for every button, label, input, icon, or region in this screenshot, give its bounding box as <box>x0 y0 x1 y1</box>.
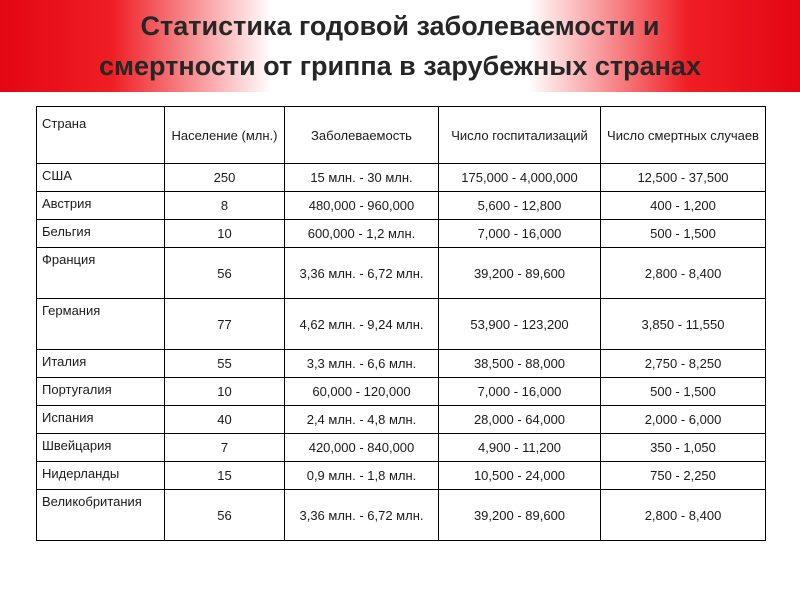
cell-incidence: 480,000 - 960,000 <box>285 192 439 220</box>
cell-country: Австрия <box>37 192 165 220</box>
cell-incidence: 3,36 млн. - 6,72 млн. <box>285 248 439 299</box>
flu-statistics-table <box>36 106 766 541</box>
table-row <box>37 490 766 541</box>
cell-incidence: 2,4 млн. - 4,8 млн. <box>285 406 439 434</box>
cell-incidence: 15 млн. - 30 млн. <box>285 164 439 192</box>
table-row <box>37 434 766 462</box>
page-title-line-1: Статистика годовой заболеваемости и <box>140 11 660 41</box>
cell-population: 10 <box>165 378 285 406</box>
header-country: Страна <box>37 107 165 164</box>
table-row <box>37 220 766 248</box>
cell-country: Швейцария <box>37 434 165 462</box>
header-incidence: Заболеваемость <box>285 107 439 164</box>
cell-country: США <box>37 164 165 192</box>
cell-hospitalizations: 39,200 - 89,600 <box>439 490 601 541</box>
cell-hospitalizations: 5,600 - 12,800 <box>439 192 601 220</box>
cell-population: 15 <box>165 462 285 490</box>
cell-incidence: 0,9 млн. - 1,8 млн. <box>285 462 439 490</box>
cell-incidence: 600,000 - 1,2 млн. <box>285 220 439 248</box>
cell-country: Португалия <box>37 378 165 406</box>
cell-country: Германия <box>37 299 165 350</box>
cell-deaths: 2,800 - 8,400 <box>601 490 766 541</box>
cell-incidence: 3,36 млн. - 6,72 млн. <box>285 490 439 541</box>
cell-deaths: 500 - 1,500 <box>601 220 766 248</box>
table-header-row <box>37 107 766 164</box>
cell-country: Франция <box>37 248 165 299</box>
cell-deaths: 2,800 - 8,400 <box>601 248 766 299</box>
page-title-line-2: смертности от гриппа в зарубежных странах <box>99 51 701 81</box>
cell-population: 7 <box>165 434 285 462</box>
cell-population: 40 <box>165 406 285 434</box>
header-deaths: Число смертных случаев <box>601 107 766 164</box>
cell-population: 8 <box>165 192 285 220</box>
cell-deaths: 400 - 1,200 <box>601 192 766 220</box>
table-row <box>37 406 766 434</box>
cell-incidence: 60,000 - 120,000 <box>285 378 439 406</box>
table-row <box>37 350 766 378</box>
table-row <box>37 248 766 299</box>
cell-country: Италия <box>37 350 165 378</box>
page-title <box>0 6 800 86</box>
cell-deaths: 3,850 - 11,550 <box>601 299 766 350</box>
table-row <box>37 462 766 490</box>
cell-incidence: 420,000 - 840,000 <box>285 434 439 462</box>
table-row <box>37 299 766 350</box>
cell-population: 250 <box>165 164 285 192</box>
cell-deaths: 12,500 - 37,500 <box>601 164 766 192</box>
cell-hospitalizations: 175,000 - 4,000,000 <box>439 164 601 192</box>
cell-deaths: 750 - 2,250 <box>601 462 766 490</box>
cell-incidence: 3,3 млн. - 6,6 млн. <box>285 350 439 378</box>
cell-hospitalizations: 28,000 - 64,000 <box>439 406 601 434</box>
cell-population: 55 <box>165 350 285 378</box>
cell-hospitalizations: 53,900 - 123,200 <box>439 299 601 350</box>
header-hospitalizations: Число госпитализаций <box>439 107 601 164</box>
cell-country: Испания <box>37 406 165 434</box>
cell-deaths: 2,000 - 6,000 <box>601 406 766 434</box>
cell-country: Великобритания <box>37 490 165 541</box>
cell-population: 56 <box>165 248 285 299</box>
cell-population: 77 <box>165 299 285 350</box>
cell-deaths: 350 - 1,050 <box>601 434 766 462</box>
cell-hospitalizations: 39,200 - 89,600 <box>439 248 601 299</box>
table-row <box>37 192 766 220</box>
cell-country: Бельгия <box>37 220 165 248</box>
table-row <box>37 164 766 192</box>
cell-deaths: 500 - 1,500 <box>601 378 766 406</box>
cell-hospitalizations: 38,500 - 88,000 <box>439 350 601 378</box>
cell-deaths: 2,750 - 8,250 <box>601 350 766 378</box>
cell-hospitalizations: 10,500 - 24,000 <box>439 462 601 490</box>
cell-incidence: 4,62 млн. - 9,24 млн. <box>285 299 439 350</box>
cell-hospitalizations: 4,900 - 11,200 <box>439 434 601 462</box>
cell-country: Нидерланды <box>37 462 165 490</box>
table-row <box>37 378 766 406</box>
cell-hospitalizations: 7,000 - 16,000 <box>439 378 601 406</box>
header-population: Население (млн.) <box>165 107 285 164</box>
cell-population: 10 <box>165 220 285 248</box>
cell-hospitalizations: 7,000 - 16,000 <box>439 220 601 248</box>
cell-population: 56 <box>165 490 285 541</box>
